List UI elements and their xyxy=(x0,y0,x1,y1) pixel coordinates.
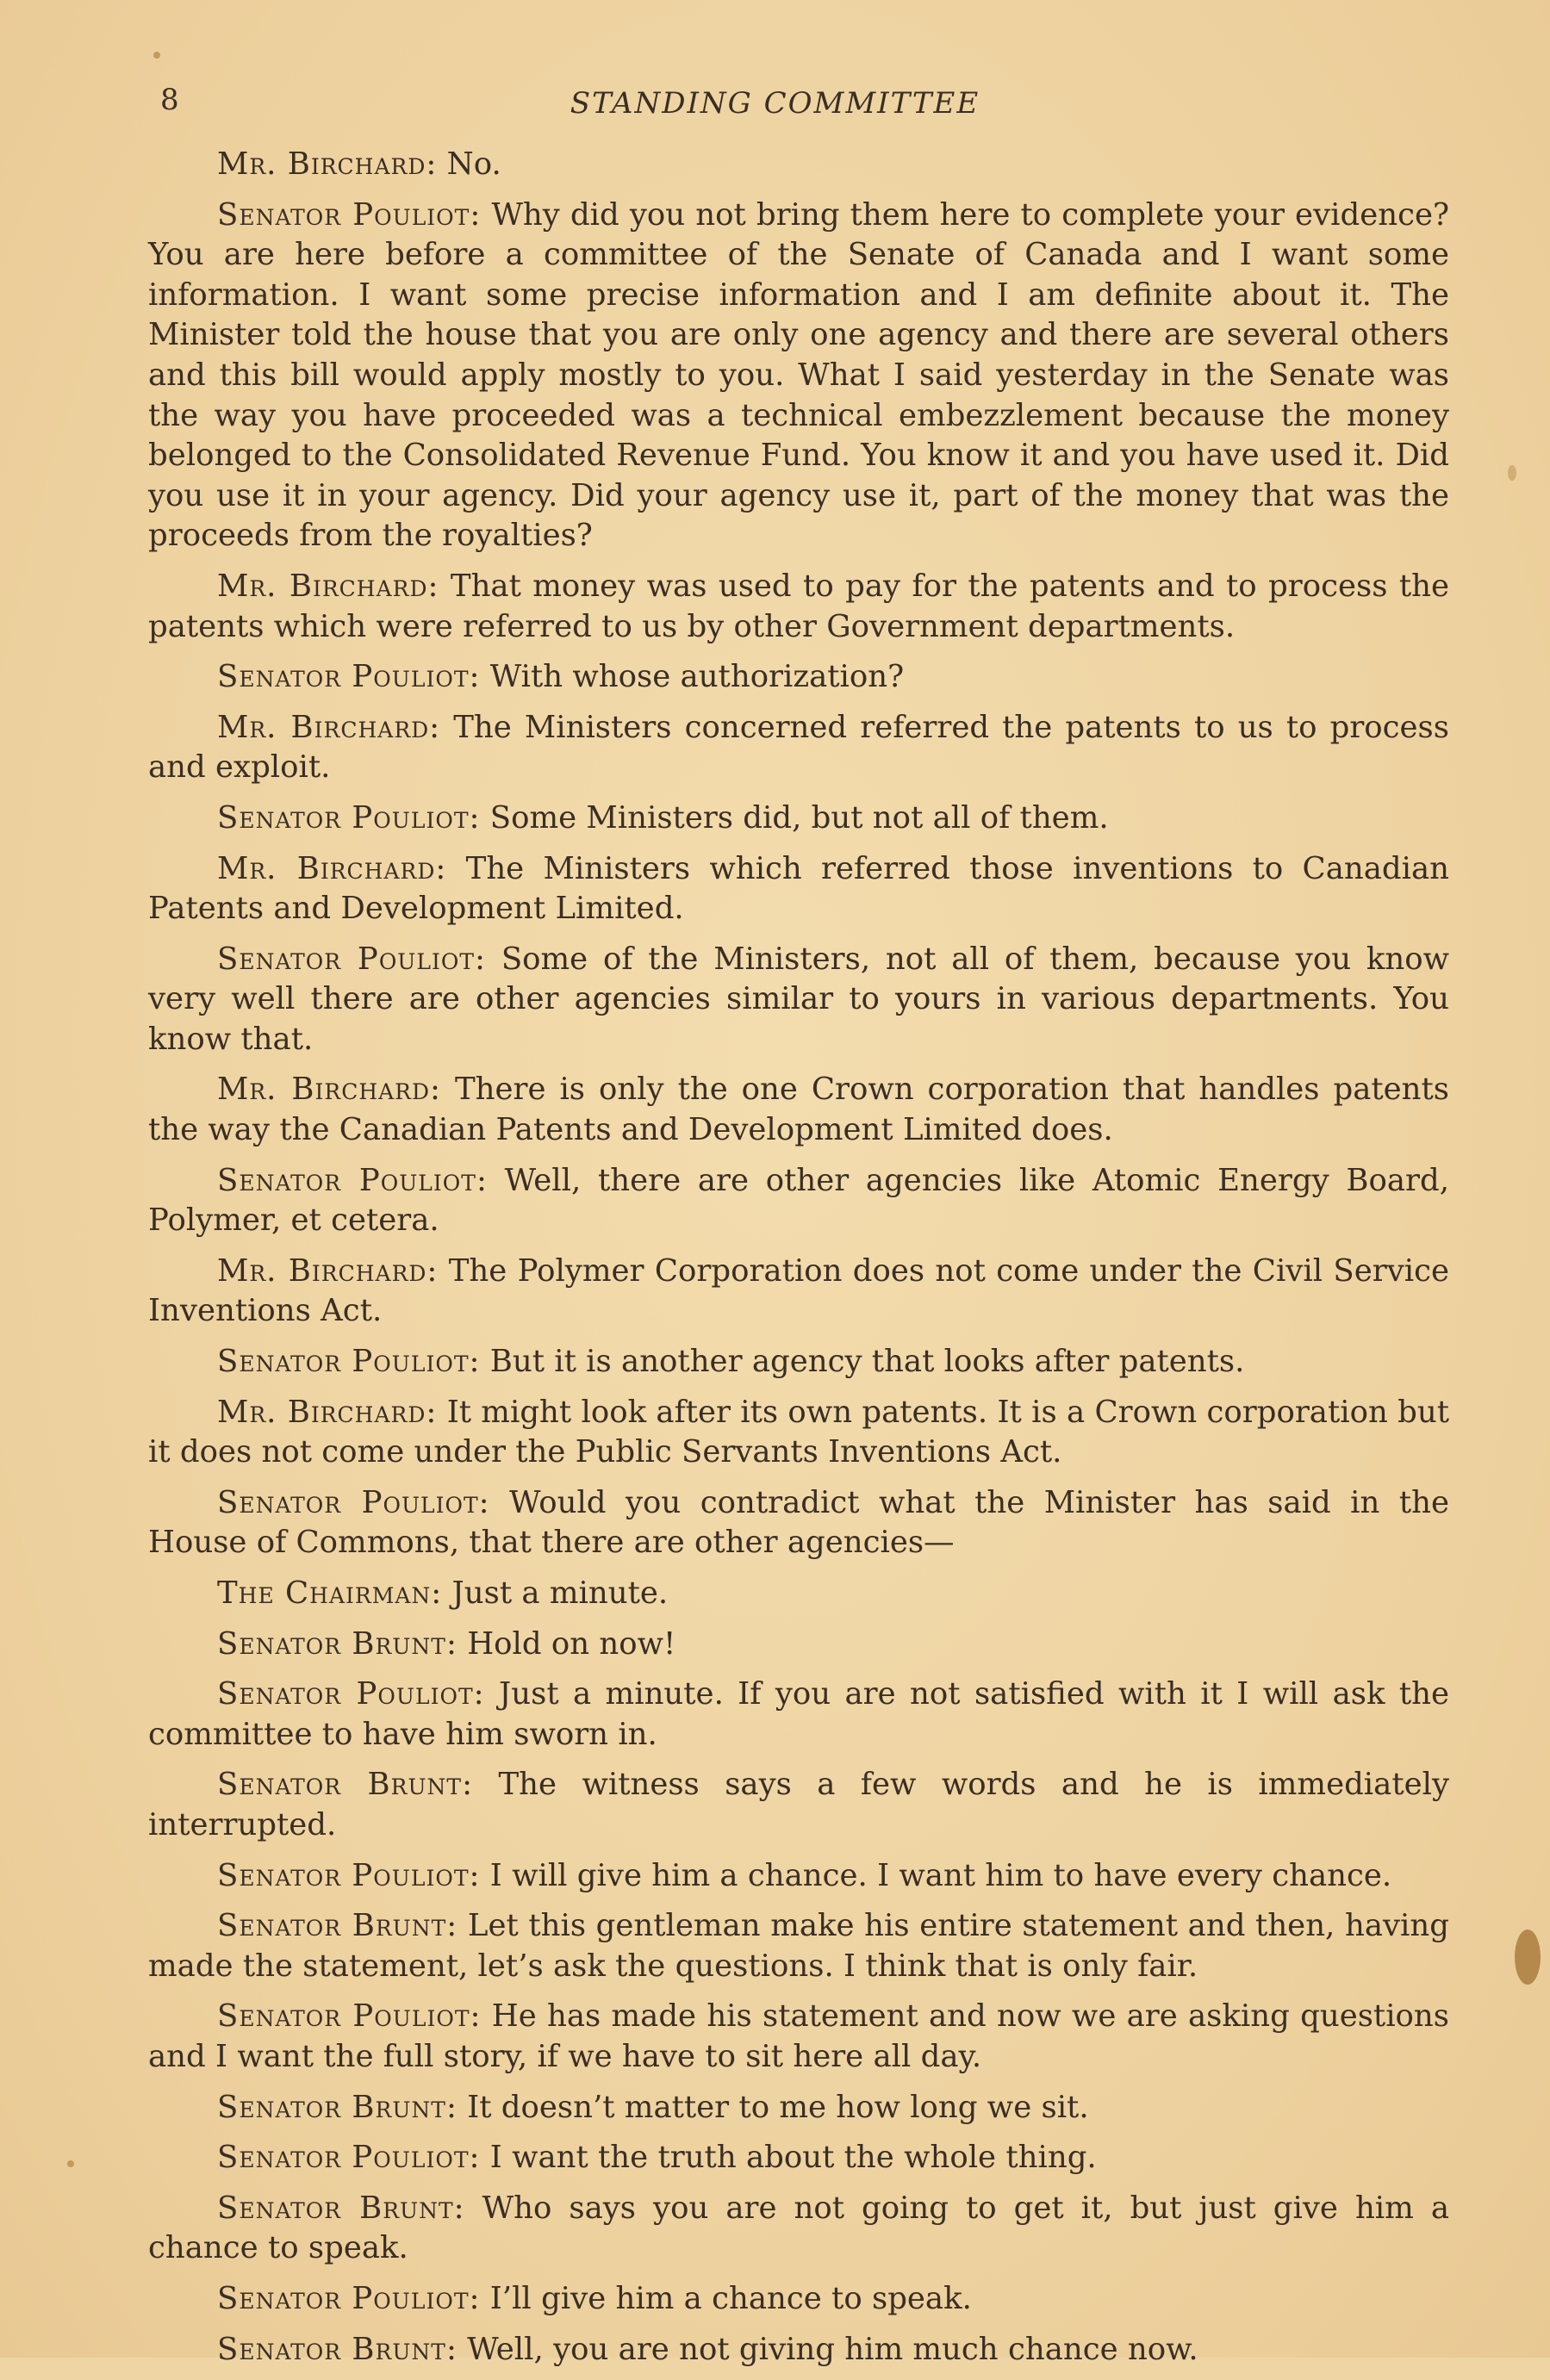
speech-paragraph xyxy=(148,2138,1449,2178)
speaker-name: Senator Pouliot: xyxy=(217,799,481,836)
speaker-name: Mr. Birchard: xyxy=(217,568,439,604)
speaker-name: Mr. Birchard: xyxy=(217,146,438,182)
speech-text: It might look after its own patents. It is a Crown corporation but it does not come under the Public Servants Inventions Act. xyxy=(148,1394,1450,1470)
speech-paragraph xyxy=(148,657,1449,698)
speaker-name: Senator Pouliot: xyxy=(217,1344,481,1380)
speech-paragraph xyxy=(148,799,1449,839)
speaker-name: Mr. Birchard: xyxy=(217,1072,442,1108)
speaker-name: Senator Pouliot: xyxy=(217,1484,490,1520)
speech-text: The Ministers concerned referred the patents to us to process and exploit. xyxy=(148,709,1449,786)
speech-text: Who says you are not going to get it, but just give him a chance to speak. xyxy=(148,2190,1449,2266)
speech-text: The witness says a few words and he is immediately interrupted. xyxy=(148,1767,1450,1842)
speech-paragraph xyxy=(148,708,1449,788)
speech-text: With whose authorization? xyxy=(489,659,905,695)
speech-text: I will give him a chance. I want him to have every chance. xyxy=(489,1857,1392,1893)
speech-text: He has made his statement and now we are asking questions and I want the full story, if we have to sit here all day. xyxy=(148,1998,1449,2074)
paper-speck xyxy=(153,52,160,59)
speech-paragraph xyxy=(148,1393,1449,1473)
paper-stain xyxy=(1515,1929,1541,1985)
speech-text: Why did you not bring them here to complete your evidence? You are here before a committee of the Senate of Canada and I want some information. I want some precise information and I am definite about it. The Minister told the house that you are only one agency and there are several others and this bill would apply mostly to you. What I said yesterday in the Senate was the way you have proceeded was a technical embezzlement because the money belonged to the Consolidated Revenue Fund. You know it and you have used it. Did you use it in your agency. Did your agency use it, part of the money that was the proceeds from the royalties? xyxy=(148,196,1450,554)
speech-paragraph xyxy=(148,196,1449,556)
speaker-name: Senator Pouliot: xyxy=(217,2280,481,2316)
speaker-name: Senator Pouliot: xyxy=(217,1857,481,1893)
speaker-name: Senator Pouliot: xyxy=(217,941,486,977)
speaker-name: The Chairman: xyxy=(217,1575,443,1611)
speech-paragraph xyxy=(148,145,1449,185)
transcript-body xyxy=(148,145,1449,2380)
speech-text: It doesn’t matter to me how long we sit. xyxy=(467,2089,1089,2125)
speaker-name: Senator Brunt: xyxy=(217,2331,458,2367)
speech-paragraph xyxy=(148,2189,1449,2269)
speech-text: The Polymer Corporation does not come under the Civil Service Inventions Act. xyxy=(148,1252,1449,1329)
speaker-name: Senator Pouliot: xyxy=(217,2140,481,2176)
speech-text: No. xyxy=(446,146,501,182)
speaker-name: Mr. Birchard: xyxy=(217,709,441,745)
speech-paragraph xyxy=(148,1252,1449,1332)
speech-paragraph xyxy=(148,1625,1449,1665)
speech-paragraph xyxy=(148,1574,1449,1614)
speaker-name: Senator Pouliot: xyxy=(217,1676,485,1712)
paper-speck xyxy=(67,2160,74,2167)
speech-paragraph xyxy=(148,1161,1449,1241)
speech-paragraph xyxy=(148,2279,1449,2320)
page-number: 8 xyxy=(160,83,179,117)
speaker-name: Senator Brunt: xyxy=(217,1908,458,1944)
speech-text: Well, there are other agencies like Atomic Energy Board, Polymer, et cetera. xyxy=(148,1162,1449,1239)
speaker-name: Senator Brunt: xyxy=(217,1625,458,1662)
speech-paragraph xyxy=(148,2330,1449,2371)
speech-text: Just a minute. If you are not satisfied with it I will ask the committee to have him sworn in. xyxy=(148,1676,1449,1752)
speaker-name: Mr. Birchard: xyxy=(217,1394,438,1430)
speech-text: That money was used to pay for the patents and to process the patents which were referred to us by other Government departments. xyxy=(148,568,1449,644)
speech-paragraph xyxy=(148,940,1449,1060)
speech-text: I’ll give him a chance to speak. xyxy=(489,2280,972,2316)
speech-text: Would you contradict what the Minister has said in the House of Commons, that there are other agencies— xyxy=(148,1484,1449,1561)
speaker-name: Senator Brunt: xyxy=(217,1767,474,1803)
speech-paragraph xyxy=(148,1675,1449,1755)
speech-text: Let this gentleman make his entire statement and then, having made the statement, let’s ask the questions. I think that is only fair. xyxy=(148,1908,1449,1984)
speech-paragraph xyxy=(148,1483,1449,1563)
speaker-name: Mr. Birchard: xyxy=(217,1252,439,1289)
speech-text: Hold on now! xyxy=(467,1625,676,1662)
speech-paragraph xyxy=(148,1342,1449,1383)
speaker-name: Senator Brunt: xyxy=(217,2190,465,2226)
speech-paragraph xyxy=(148,1856,1449,1897)
speaker-name: Senator Pouliot: xyxy=(217,659,481,695)
speech-paragraph xyxy=(148,2088,1449,2128)
running-title: STANDING COMMITTEE xyxy=(570,86,980,121)
speech-paragraph xyxy=(148,1906,1449,1986)
speaker-name: Mr. Birchard: xyxy=(217,850,447,886)
speech-text: Some Ministers did, but not all of them. xyxy=(489,799,1109,836)
speaker-name: Senator Pouliot: xyxy=(217,196,482,233)
speech-text: There is only the one Crown corporation that handles patents the way the Canadian Patents and Development Limited does. xyxy=(148,1072,1449,1148)
speaker-name: Senator Brunt: xyxy=(217,2089,458,2125)
speech-paragraph xyxy=(148,849,1449,929)
speech-text: Just a minute. xyxy=(451,1575,669,1611)
speech-paragraph xyxy=(148,567,1449,647)
speech-text: Well, you are not giving him much chance now. xyxy=(467,2331,1198,2367)
paper-speck xyxy=(1508,465,1516,481)
speech-paragraph xyxy=(148,1765,1449,1845)
speaker-name: Senator Pouliot: xyxy=(217,1998,482,2035)
speech-text: I want the truth about the whole thing. xyxy=(489,2140,1097,2176)
speech-text: Some of the Ministers, not all of them, because you know very well there are other agencies similar to yours in various departments. You know that. xyxy=(148,941,1450,1057)
speech-text: The Ministers which referred those inventions to Canadian Patents and Development Limited. xyxy=(148,850,1449,927)
speaker-name: Senator Pouliot: xyxy=(217,1162,488,1198)
speech-text: But it is another agency that looks after patents. xyxy=(489,1344,1245,1380)
speech-paragraph xyxy=(148,1997,1449,2077)
speech-paragraph xyxy=(148,1070,1449,1150)
